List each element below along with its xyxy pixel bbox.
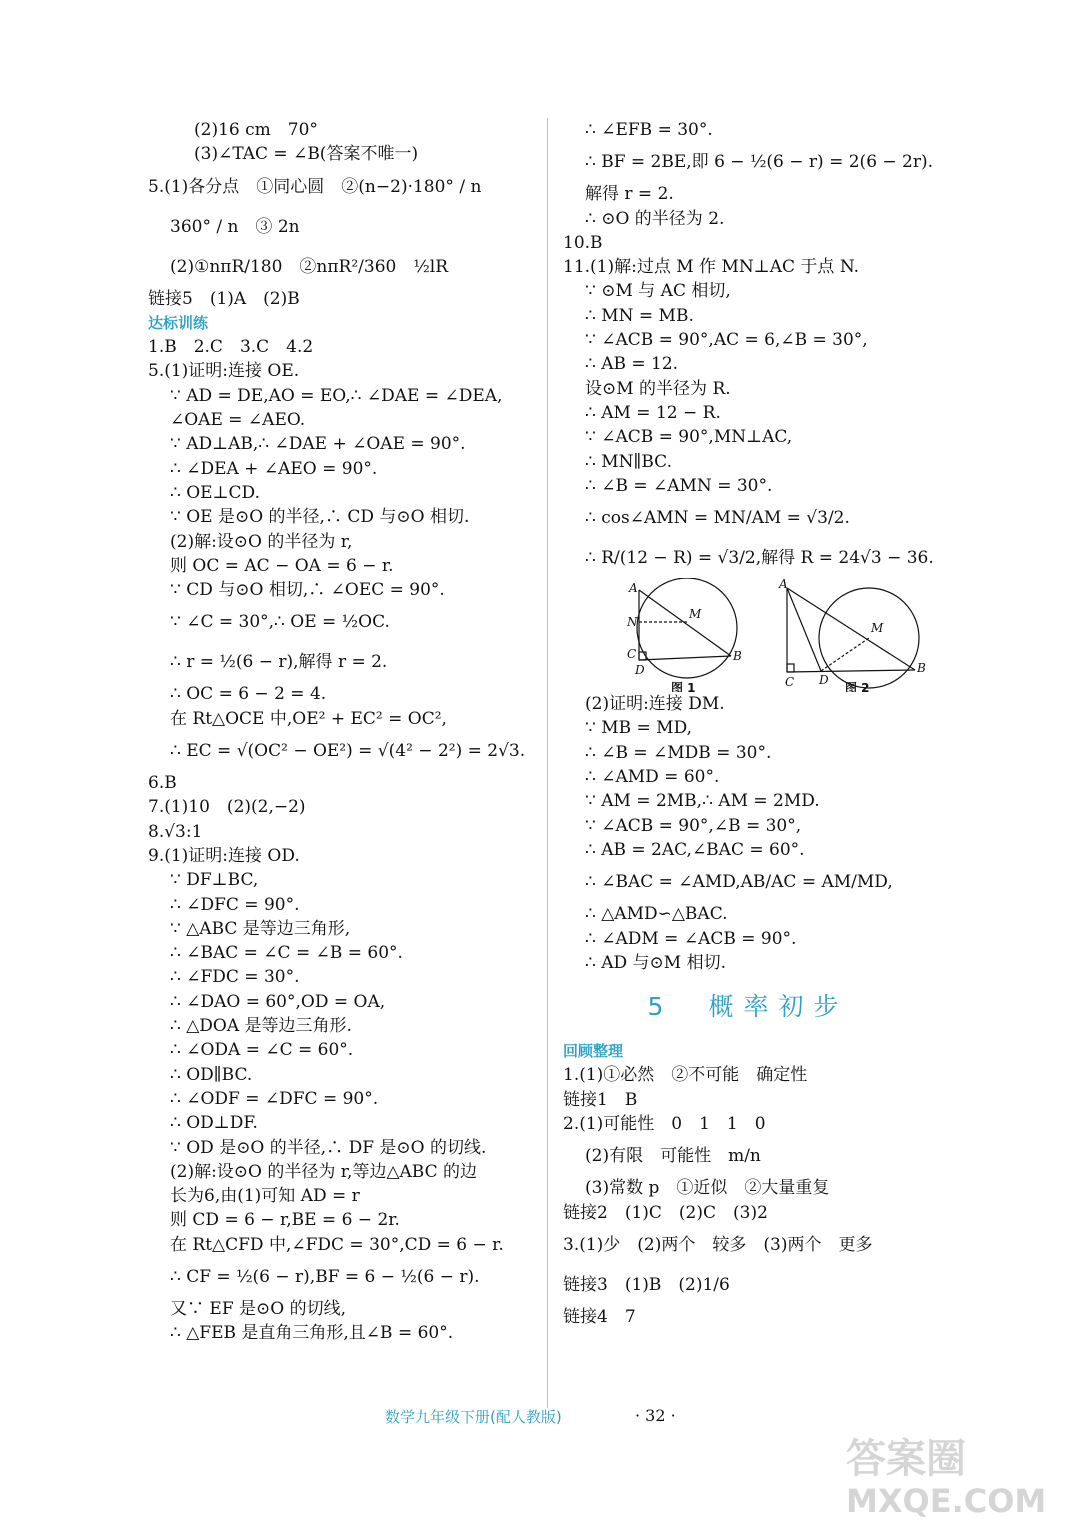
answer-line: ∵ ∠ACB = 90°,MN⊥AC, xyxy=(585,427,793,448)
answer-line: 链接5 (1)A (2)B xyxy=(148,288,300,309)
section-heading: 回顾整理 xyxy=(563,1042,624,1061)
right-column xyxy=(563,118,933,1329)
point-label: A xyxy=(779,578,788,592)
geometry-figures xyxy=(563,578,933,692)
figures-svg xyxy=(563,578,933,692)
answer-line: ∴ BF = 2BE,即 6 − ½(6 − r) = 2(6 − 2r). xyxy=(585,152,934,173)
segment-cb xyxy=(639,656,731,660)
answer-line: ∴ MN = MB. xyxy=(585,305,694,326)
answer-line: ∵ △ABC 是等边三角形, xyxy=(170,918,351,939)
segment-ab-2 xyxy=(787,588,915,670)
answer-line: 1.(1)①必然 ②不可能 确定性 xyxy=(563,1065,808,1086)
answer-line: 6.B xyxy=(148,773,177,794)
answer-line: 又∵ EF 是⊙O 的切线, xyxy=(170,1298,347,1319)
answer-line: ∴ ∠AMD = 60°. xyxy=(585,767,720,788)
watermark-url: MXQE.COM xyxy=(846,1482,1046,1520)
circle-m-fig2 xyxy=(819,588,919,688)
circle-m-fig1 xyxy=(637,578,737,678)
answer-line: ∴ OE⊥CD. xyxy=(170,482,260,503)
page-number: · 32 · xyxy=(635,1406,676,1425)
point-label: D xyxy=(819,673,829,688)
answer-line: 解得 r = 2. xyxy=(585,184,674,205)
answer-line: ∴ OD⊥DF. xyxy=(170,1113,258,1134)
answer-line: 长为6,由(1)可知 AD = r xyxy=(170,1186,360,1207)
answer-line: ∴ r = ½(6 − r),解得 r = 2. xyxy=(170,652,388,673)
answer-line: ∵ CD 与⊙O 相切,∴ ∠OEC = 90°. xyxy=(170,580,445,601)
point-label: M xyxy=(871,621,884,636)
answer-line: 设⊙M 的半径为 R. xyxy=(585,378,731,399)
answer-line: ∴ ∠B = ∠AMN = 30°. xyxy=(585,475,773,496)
segment-cb-2 xyxy=(787,670,915,672)
answer-line: 8.√3:1 xyxy=(148,821,203,842)
point-label: D xyxy=(635,663,645,678)
answer-line: ∴ ∠FDC = 30°. xyxy=(170,967,300,988)
answer-line: ∴ AB = 2AC,∠BAC = 60°. xyxy=(585,839,805,860)
answer-line: 5.(1)证明:连接 OE. xyxy=(148,361,300,382)
segment-ab xyxy=(639,590,731,656)
answer-line: (3)∠TAC = ∠B(答案不唯一) xyxy=(194,144,419,165)
answer-line: ∴ AD 与⊙M 相切. xyxy=(585,952,726,973)
answer-line: 链接1 B xyxy=(563,1089,638,1110)
watermark-text: 答案圈 xyxy=(846,1436,966,1482)
left-column xyxy=(148,118,530,1346)
answer-line: ∴ AB = 12. xyxy=(585,354,679,375)
answer-line: (2)有限 可能性 m/n xyxy=(585,1146,761,1167)
answer-line: ∵ AD = DE,AO = EO,∴ ∠DAE = ∠DEA, xyxy=(170,385,503,406)
column-divider xyxy=(547,118,548,1408)
answer-line: 5.(1)各分点 ①同心圆 ②(n−2)·180° / n xyxy=(148,176,482,197)
answer-line: ∴ △FEB 是直角三角形,且∠B = 60°. xyxy=(170,1323,454,1344)
answer-line: ∵ AD⊥AB,∴ ∠DAE + ∠OAE = 90°. xyxy=(170,434,466,455)
answer-line: ∵ ∠C = 30°,∴ OE = ½OC. xyxy=(170,612,390,633)
answer-line: 1.B 2.C 3.C 4.2 xyxy=(148,337,314,358)
answer-line: 链接3 (1)B (2)1/6 xyxy=(563,1274,730,1295)
answer-line: 2.(1)可能性 0 1 1 0 xyxy=(563,1114,766,1135)
answer-line: ∵ OE 是⊙O 的半径,∴ CD 与⊙O 相切. xyxy=(170,507,470,528)
figure-1-caption: 图 1 xyxy=(671,681,696,693)
answer-line: ∵ ⊙M 与 AC 相切, xyxy=(585,281,731,302)
answer-line: (2)16 cm 70° xyxy=(194,120,318,140)
footer-book-title: 数学九年级下册(配人教版) xyxy=(385,1408,562,1426)
answer-line: ∴ △DOA 是等边三角形. xyxy=(170,1016,352,1037)
answer-line: ∴ △AMD∽△BAC. xyxy=(585,904,728,925)
chapter-title: 5 概率初步 xyxy=(647,992,849,1022)
answer-line: ∴ ∠EFB = 30°. xyxy=(585,120,713,140)
answer-line: ∴ ∠DEA + ∠AEO = 90°. xyxy=(170,458,378,479)
answer-line: ∴ R/(12 − R) = √3/2,解得 R = 24√3 − 36. xyxy=(585,548,934,569)
section-heading: 达标训练 xyxy=(148,313,209,332)
answer-line: ∴ OD∥BC. xyxy=(170,1064,253,1085)
point-label: B xyxy=(917,661,926,676)
answer-line: ∴ ∠ADM = ∠ACB = 90°. xyxy=(585,928,797,949)
right-angle-mark-2 xyxy=(787,664,794,672)
answer-line: (2)解:设⊙O 的半径为 r,等边△ABC 的边 xyxy=(170,1161,478,1182)
answer-line: ∴ cos∠AMN = MN/AM = √3/2. xyxy=(585,508,850,529)
answer-line: ∵ ∠ACB = 90°,AC = 6,∠B = 30°, xyxy=(585,330,868,351)
answer-line: ∴ ∠DFC = 90°. xyxy=(170,894,300,915)
answer-line: ∵ AM = 2MB,∴ AM = 2MD. xyxy=(585,791,820,812)
answer-line: ∴ MN∥BC. xyxy=(585,451,672,472)
point-label: N xyxy=(627,615,638,630)
answer-line: 10.B xyxy=(563,232,603,253)
answer-line: 360° / n ③ 2n xyxy=(170,216,300,237)
answer-line: 7.(1)10 (2)(2,−2) xyxy=(148,797,306,818)
answer-line: ∴ EC = √(OC² − OE²) = √(4² − 2²) = 2√3. xyxy=(170,741,526,762)
point-label: C xyxy=(627,647,637,662)
answer-line: 11.(1)解:过点 M 作 MN⊥AC 于点 N. xyxy=(563,257,860,278)
watermark-logo xyxy=(826,1420,1046,1520)
answer-line: ∴ ∠BAC = ∠C = ∠B = 60°. xyxy=(170,943,403,964)
answer-line: ∵ MB = MD, xyxy=(585,718,693,739)
answer-line: ∵ OD 是⊙O 的半径,∴ DF 是⊙O 的切线. xyxy=(170,1137,487,1158)
figure-1 xyxy=(637,578,737,678)
point-label: A xyxy=(629,581,638,596)
answer-line: ∴ ∠BAC = ∠AMD,AB/AC = AM/MD, xyxy=(585,872,893,893)
point-label: C xyxy=(785,675,795,690)
answer-line: ∴ CF = ½(6 − r),BF = 6 − ½(6 − r). xyxy=(170,1266,480,1287)
answer-line: 9.(1)证明:连接 OD. xyxy=(148,845,300,866)
answer-line: 在 Rt△CFD 中,∠FDC = 30°,CD = 6 − r. xyxy=(170,1234,504,1255)
answer-line: ∵ ∠ACB = 90°,∠B = 30°, xyxy=(585,815,802,836)
answer-line: (2)①nπR/180 ②nπR²/360 ½lR xyxy=(170,256,449,277)
answer-line: 在 Rt△OCE 中,OE² + EC² = OC², xyxy=(170,708,447,729)
segment-ad-2 xyxy=(787,588,821,671)
answer-line: ∵ DF⊥BC, xyxy=(170,870,259,891)
answer-line: (3)常数 p ①近似 ②大量重复 xyxy=(585,1178,830,1199)
answer-line: 链接4 7 xyxy=(563,1306,636,1327)
answer-line: ∴ ⊙O 的半径为 2. xyxy=(585,208,725,229)
answer-line: 则 CD = 6 − r,BE = 6 − 2r. xyxy=(170,1210,400,1231)
answer-line: ∴ ∠DAO = 60°,OD = OA, xyxy=(170,991,386,1012)
figure-2-caption: 图 2 xyxy=(845,681,870,693)
answer-line: ∠OAE = ∠AEO. xyxy=(170,410,306,431)
answer-line: ∴ ∠ODF = ∠DFC = 90°. xyxy=(170,1088,379,1109)
answer-line: ∴ ∠ODA = ∠C = 60°. xyxy=(170,1040,354,1061)
answer-line: ∴ OC = 6 − 2 = 4. xyxy=(170,684,327,705)
answer-line: 3.(1)少 (2)两个 较多 (3)两个 更多 xyxy=(563,1234,873,1255)
figure-2 xyxy=(787,588,919,688)
point-label: M xyxy=(689,607,702,622)
point-label: B xyxy=(733,649,742,664)
answer-line: (2)解:设⊙O 的半径为 r, xyxy=(170,531,353,552)
answer-line: (2)证明:连接 DM. xyxy=(585,694,725,715)
answer-line: 链接2 (1)C (2)C (3)2 xyxy=(563,1202,768,1223)
answer-line: 则 OC = AC − OA = 6 − r. xyxy=(170,555,394,576)
answer-line: ∴ ∠B = ∠MDB = 30°. xyxy=(585,742,772,763)
answer-line: ∴ AM = 12 − R. xyxy=(585,402,721,423)
